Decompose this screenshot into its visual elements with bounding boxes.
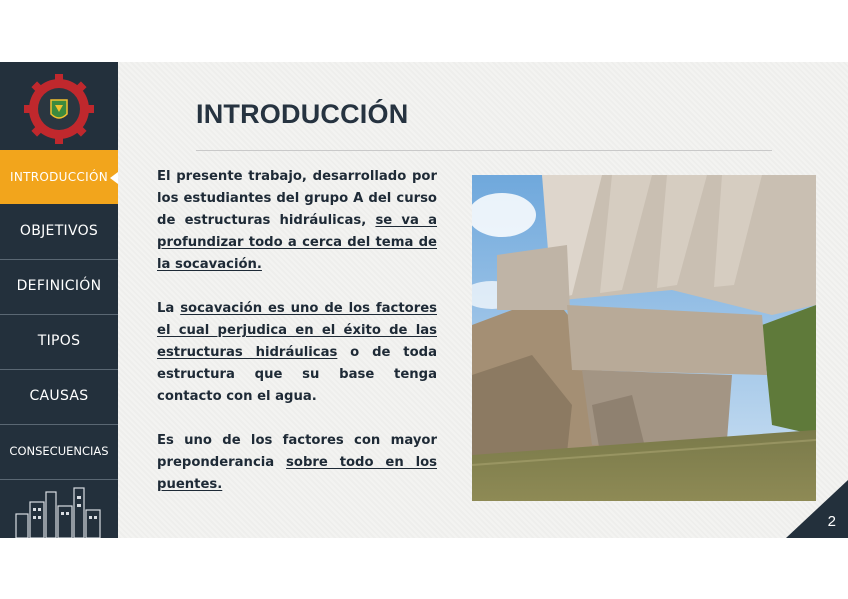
nav-item-introduccion[interactable] — [0, 150, 118, 204]
slide-title: INTRODUCCIÓN — [196, 99, 409, 129]
sidebar-nav — [0, 62, 118, 538]
slide-body — [157, 166, 437, 518]
nav-item-consecuencias[interactable] — [0, 424, 118, 478]
nav-item-tipos[interactable] — [0, 314, 118, 368]
nav-item-objetivos[interactable] — [0, 204, 118, 258]
paragraph-emphasis: socavación es uno de los factores el cual perjudica en el éxito de las estructuras hidráulicas — [157, 301, 438, 360]
paragraph-text: Es uno de los factores con mayor preponderancia — [157, 433, 437, 470]
nav-item-label: OBJETIVOS — [19, 223, 99, 239]
faculty-logo — [22, 72, 96, 146]
paragraph-1 — [157, 166, 437, 276]
nav-item-causas[interactable] — [0, 369, 118, 423]
nav-divider — [0, 479, 118, 480]
paragraph-emphasis: se va a profundizar todo a cerca del tema de la socavación. — [157, 213, 437, 272]
nav-item-label: DEFINICIÓN — [16, 278, 102, 294]
city-skyline-icon — [12, 484, 106, 538]
nav-item-definicion[interactable] — [0, 259, 118, 313]
paragraph-text: La — [157, 301, 181, 316]
nav-item-label: INTRODUCCIÓN — [10, 170, 108, 184]
slide — [0, 62, 848, 538]
page-corner-decoration — [786, 480, 848, 538]
nav-item-label: CONSECUENCIAS — [9, 444, 109, 458]
paragraph-text: o de toda estructura que su base tenga contacto con el agua. — [157, 345, 438, 404]
paragraph-text: El presente trabajo, desarrollado por los estudiantes del grupo A del curso de estructuras hidráulicas, — [157, 169, 437, 228]
page-number: 2 — [827, 513, 836, 530]
title-rule — [196, 150, 772, 151]
nav-item-label: CAUSAS — [29, 388, 89, 404]
nav-item-label: TIPOS — [37, 333, 81, 349]
paragraph-2 — [157, 298, 437, 408]
paragraph-3 — [157, 430, 437, 496]
paragraph-emphasis: sobre todo en los puentes. — [157, 455, 438, 492]
bridge-scour-photo — [472, 175, 816, 501]
